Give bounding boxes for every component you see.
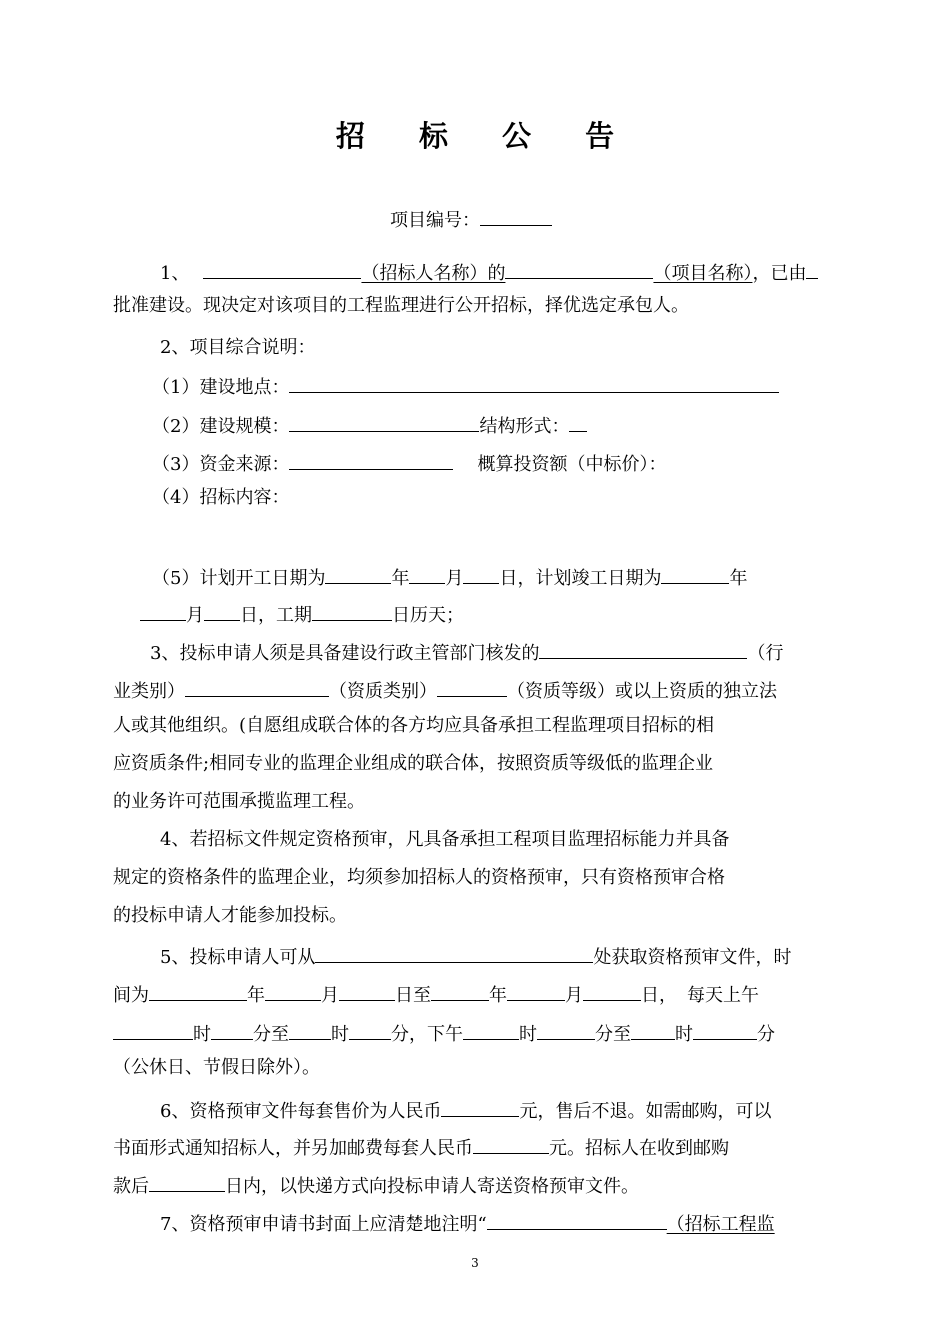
page-title: 招 标 公 告 [335, 119, 637, 153]
section-6-text-b: 元，售后不退。如需邮购，可以 [519, 1101, 772, 1122]
to-text: 至 [271, 1024, 289, 1045]
time-label: 间为 [113, 985, 149, 1006]
day-text: 日 [641, 985, 659, 1006]
start-month-blank [409, 563, 445, 584]
planned-dates-line-1 [152, 563, 747, 591]
day-text: 日 [240, 605, 258, 626]
construction-scale-label: （2）建设规模： [152, 416, 290, 437]
section-7-text-a: 7、资格预审申请书封面上应清楚地注明“ [160, 1214, 487, 1235]
project-number-blank [480, 205, 552, 226]
morning-label: 每天上午 [687, 985, 759, 1006]
section-6-line-2 [113, 1133, 729, 1161]
pm-to-minute-blank [693, 1019, 757, 1040]
month-text: 月 [186, 605, 204, 626]
section-3-text-b: （行 [747, 643, 784, 664]
plan-end-label: ，计划竣工日期为 [517, 568, 662, 589]
hour-text: 时 [331, 1024, 349, 1045]
am-to-hour-blank [289, 1019, 331, 1040]
day-text: 日 [395, 985, 413, 1006]
qualification-grade-blank [437, 676, 507, 697]
section-3-text-a: 3、投标申请人须是具备建设行政主管部门核发的 [150, 643, 540, 664]
afternoon-label: ，下午 [409, 1024, 463, 1045]
to-year-blank [431, 980, 489, 1001]
comma-text: ， [659, 985, 677, 1006]
end-day-blank [204, 600, 240, 621]
section-6-text-e: 款后 [113, 1176, 149, 1197]
am-from-hour-blank [113, 1019, 193, 1040]
section-3-line-4: 应资质条件;相同专业的监理企业组成的联合体，按照资质等级低的监理企业 [113, 753, 714, 774]
section-4-line-1: 4、若招标文件规定资格预审，凡具备承担工程项目监理招标能力并具备 [160, 829, 730, 850]
hour-text: 时 [193, 1024, 211, 1045]
pm-to-hour-blank [631, 1019, 675, 1040]
end-year-blank [661, 563, 729, 584]
end-month-blank [140, 600, 186, 621]
minute-text: 分 [595, 1024, 613, 1045]
section-3-line-3: 人或其他组织。(自愿组成联合体的各方均应具备承担工程监理项目招标的相 [113, 715, 715, 736]
am-from-minute-blank [211, 1019, 253, 1040]
minute-text: 分 [391, 1024, 409, 1045]
approver-blank [806, 258, 818, 279]
project-number-label: 项目编号： [390, 210, 480, 231]
from-day-blank [339, 980, 395, 1001]
minute-text: 分 [757, 1024, 775, 1045]
section-3-line-1 [150, 638, 783, 666]
year-text: 年 [391, 568, 410, 589]
duration-blank [312, 600, 392, 621]
obtain-location-blank [315, 942, 593, 963]
section-6-text-a: 6、资格预审文件每套售价为人民币 [160, 1101, 442, 1122]
project-name-blank [505, 258, 653, 279]
construction-location-blank [289, 372, 779, 393]
construction-location-line [152, 372, 779, 400]
to-text: 至 [613, 1024, 631, 1045]
qualification-type-text: （资质类别） [329, 681, 437, 702]
pm-from-hour-blank [463, 1019, 519, 1040]
year-text: 年 [247, 985, 265, 1006]
funding-source-line [152, 449, 666, 477]
to-day-blank [583, 980, 641, 1001]
postage-blank [473, 1133, 549, 1154]
hour-text: 时 [675, 1024, 693, 1045]
construction-location-label: （1）建设地点： [152, 377, 290, 398]
section-6-line-1 [160, 1096, 771, 1124]
industry-category-text: 业类别） [113, 681, 185, 702]
section-4-line-2: 规定的资格条件的监理企业，均须参加招标人的资格预审，只有资格预审合格 [113, 867, 725, 888]
tenderer-name-blank [203, 258, 361, 279]
structure-form-label: 结构形式： [479, 416, 570, 437]
project-title-blank [487, 1209, 667, 1230]
section-7-line-1 [160, 1209, 775, 1237]
pm-from-minute-blank [537, 1019, 595, 1040]
section-2-heading: 2、项目综合说明： [160, 337, 316, 358]
structure-form-blank [569, 411, 587, 432]
section-5-line-4: （公休日、节假日除外）。 [113, 1057, 320, 1078]
section-6-text-d: 元。招标人在收到邮购 [549, 1138, 729, 1159]
section-3-line-5: 的业务许可范围承揽监理工程。 [113, 791, 365, 812]
start-day-blank [463, 563, 499, 584]
project-name-hint: （项目名称） [653, 263, 753, 284]
budget-investment-label: 概算投资额（中标价）： [477, 454, 667, 475]
section-1-number: 1、 [160, 263, 190, 284]
section-4-line-3: 的投标申请人才能参加投标。 [113, 905, 347, 926]
project-number-line [390, 205, 552, 233]
am-to-minute-blank [349, 1019, 391, 1040]
section-1-line-1 [160, 258, 818, 286]
from-year-blank [149, 980, 247, 1001]
section-6-line-3 [113, 1171, 639, 1199]
funding-source-blank [289, 449, 453, 470]
year-text: 年 [729, 568, 748, 589]
section-5-text-a: 5、投标申请人可从 [160, 947, 316, 968]
qualification-grade-text: （资质等级）或以上资质的独立法 [507, 681, 777, 702]
construction-scale-blank [289, 411, 479, 432]
section-5-line-3 [113, 1019, 775, 1047]
funding-source-label: （3）资金来源： [152, 454, 290, 475]
page-number: 3 [471, 1256, 479, 1270]
qualification-type-blank [185, 676, 329, 697]
section-5-line-2 [113, 980, 759, 1008]
tenderer-name-hint: （招标人名称）的 [361, 263, 506, 284]
minute-text: 分 [253, 1024, 271, 1045]
calendar-days-text: 日历天； [392, 605, 464, 626]
to-month-blank [507, 980, 565, 1001]
section-5-line-1 [160, 942, 791, 970]
section-1-line-2: 批准建设。现决定对该项目的工程监理进行公开招标，择优选定承包人。 [113, 295, 689, 316]
hour-text: 时 [519, 1024, 537, 1045]
planned-dates-line-2 [140, 600, 464, 628]
section-3-line-2 [113, 676, 777, 704]
price-blank [441, 1096, 519, 1117]
section-5-text-b: 处获取资格预审文件，时 [593, 947, 792, 968]
plan-start-label: （5）计划开工日期为 [152, 568, 326, 589]
section-6-text-f: 日内，以快递方式向投标申请人寄送资格预审文件。 [225, 1176, 639, 1197]
day-text: 日 [499, 568, 518, 589]
to-text: 至 [413, 985, 431, 1006]
year-text: 年 [489, 985, 507, 1006]
month-text: 月 [445, 568, 464, 589]
industry-category-blank [539, 638, 747, 659]
approved-by-text: ，已由 [752, 263, 807, 284]
construction-scale-line [152, 411, 587, 439]
start-year-blank [325, 563, 391, 584]
section-6-text-c: 书面形式通知招标人，并另加邮费每套人民币 [113, 1138, 473, 1159]
section-7-text-b: （招标工程监 [666, 1214, 775, 1235]
tender-content-label: （4）招标内容： [152, 487, 290, 508]
days-blank [149, 1171, 225, 1192]
from-month-blank [265, 980, 321, 1001]
month-text: 月 [321, 985, 339, 1006]
month-text: 月 [565, 985, 583, 1006]
duration-label: ，工期 [258, 605, 312, 626]
